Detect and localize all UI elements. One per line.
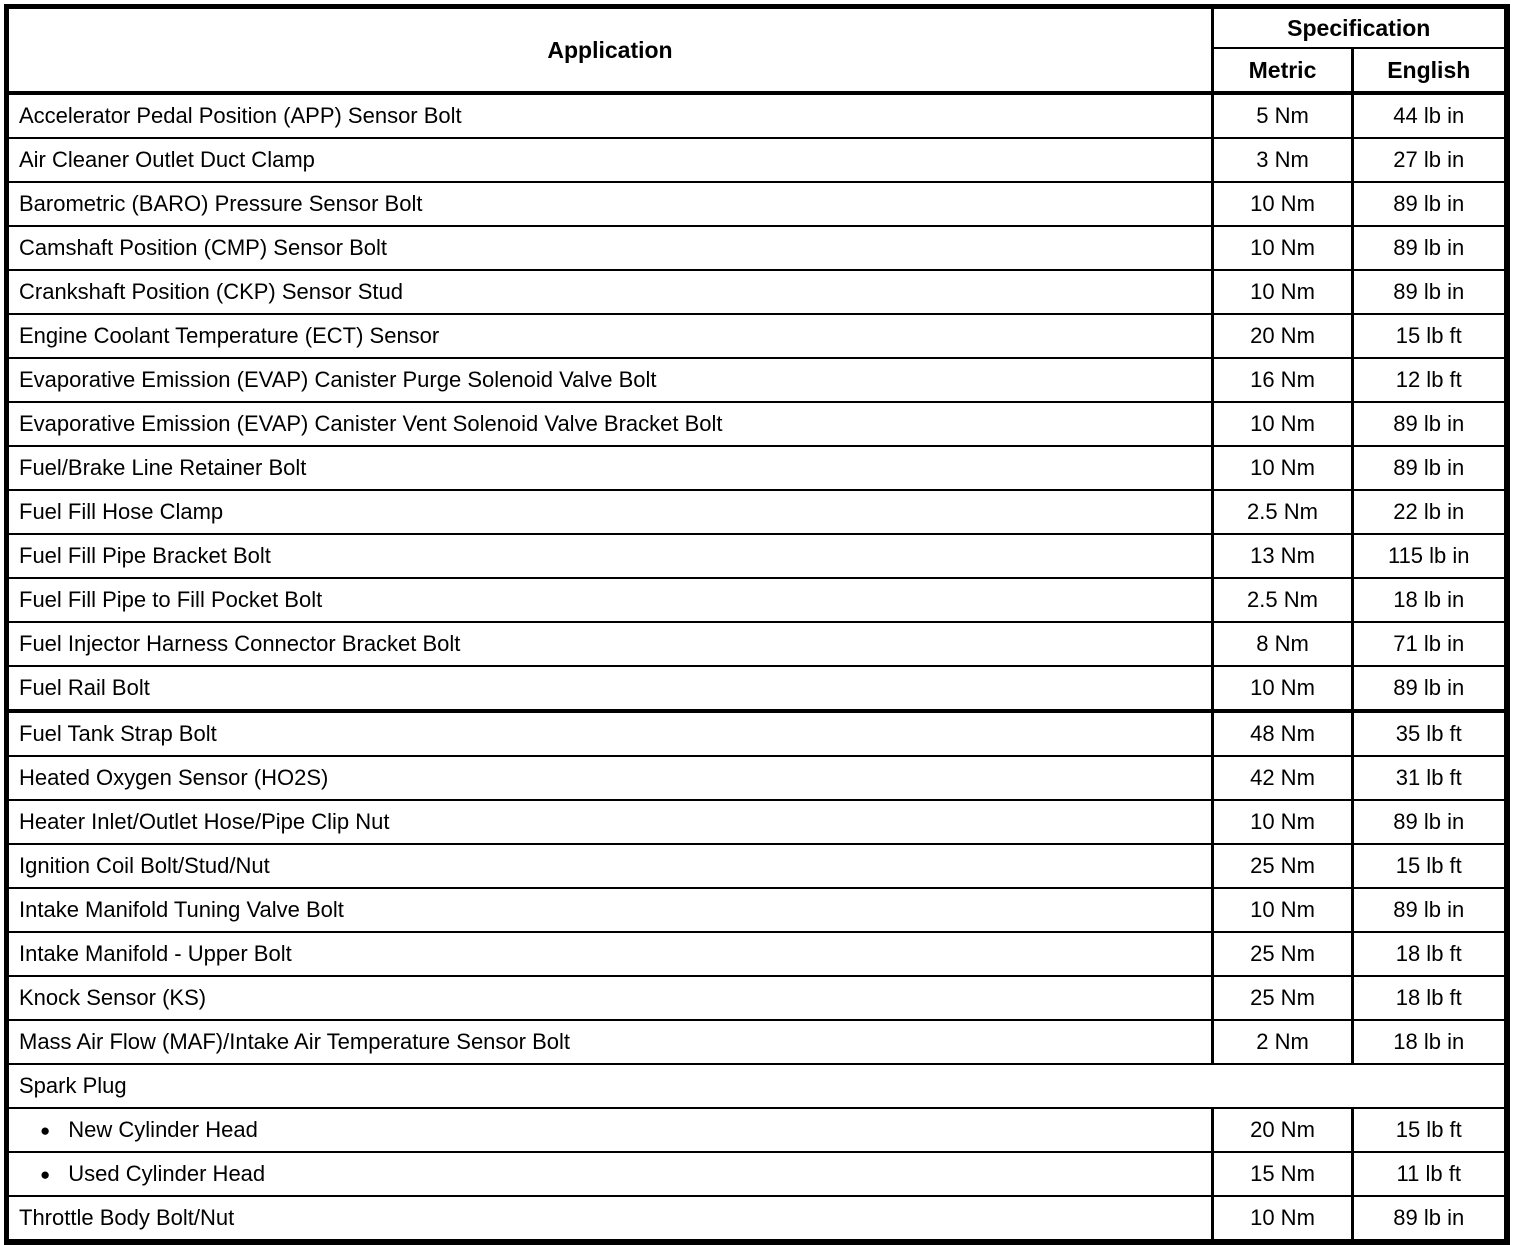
metric-value-cell: 48 Nm xyxy=(1213,711,1353,756)
english-value-cell: 44 lb in xyxy=(1353,93,1507,138)
table-row xyxy=(7,226,1507,270)
application-cell: Throttle Body Bolt/Nut xyxy=(7,1196,1213,1242)
section-row xyxy=(7,1064,1507,1108)
english-value-cell: 31 lb ft xyxy=(1353,756,1507,800)
metric-value-cell: 10 Nm xyxy=(1213,446,1353,490)
application-cell: Evaporative Emission (EVAP) Canister Vent Solenoid Valve Bracket Bolt xyxy=(7,402,1213,446)
table-row xyxy=(7,93,1507,138)
bullet-icon: ● xyxy=(40,1121,51,1140)
english-value-cell: 15 lb ft xyxy=(1353,844,1507,888)
application-cell: Fuel Tank Strap Bolt xyxy=(7,711,1213,756)
table-row xyxy=(7,756,1507,800)
table-row xyxy=(7,1196,1507,1242)
table-row xyxy=(7,844,1507,888)
english-value-cell: 11 lb ft xyxy=(1353,1152,1507,1196)
table-row xyxy=(7,888,1507,932)
metric-value-cell: 25 Nm xyxy=(1213,844,1353,888)
english-value-cell: 18 lb in xyxy=(1353,1020,1507,1064)
metric-value-cell: 2 Nm xyxy=(1213,1020,1353,1064)
metric-value-cell: 10 Nm xyxy=(1213,666,1353,711)
table-row xyxy=(7,138,1507,182)
section-label-cell: Spark Plug xyxy=(7,1064,1507,1108)
metric-value-cell: 10 Nm xyxy=(1213,800,1353,844)
table-header xyxy=(7,7,1507,94)
application-cell: Intake Manifold Tuning Valve Bolt xyxy=(7,888,1213,932)
metric-value-cell: 10 Nm xyxy=(1213,1196,1353,1242)
english-value-cell: 89 lb in xyxy=(1353,1196,1507,1242)
header-row-specification xyxy=(7,7,1507,49)
fastener-spec-table xyxy=(4,4,1510,1245)
metric-value-cell: 5 Nm xyxy=(1213,93,1353,138)
table-row xyxy=(7,490,1507,534)
metric-value-cell: 25 Nm xyxy=(1213,976,1353,1020)
english-value-cell: 12 lb ft xyxy=(1353,358,1507,402)
metric-value-cell: 20 Nm xyxy=(1213,314,1353,358)
application-cell: Engine Coolant Temperature (ECT) Sensor xyxy=(7,314,1213,358)
metric-value-cell: 10 Nm xyxy=(1213,888,1353,932)
application-cell xyxy=(7,1152,1213,1196)
english-value-cell: 18 lb in xyxy=(1353,578,1507,622)
metric-value-cell: 42 Nm xyxy=(1213,756,1353,800)
english-value-cell: 89 lb in xyxy=(1353,182,1507,226)
table-row xyxy=(7,1108,1507,1152)
application-cell: Fuel Fill Hose Clamp xyxy=(7,490,1213,534)
table-body xyxy=(7,93,1507,1242)
application-cell: Intake Manifold - Upper Bolt xyxy=(7,932,1213,976)
table-row xyxy=(7,1020,1507,1064)
english-value-cell: 18 lb ft xyxy=(1353,976,1507,1020)
english-value-cell: 15 lb ft xyxy=(1353,1108,1507,1152)
application-cell: Heater Inlet/Outlet Hose/Pipe Clip Nut xyxy=(7,800,1213,844)
table-row xyxy=(7,446,1507,490)
metric-value-cell: 15 Nm xyxy=(1213,1152,1353,1196)
english-value-cell: 115 lb in xyxy=(1353,534,1507,578)
english-value-cell: 89 lb in xyxy=(1353,446,1507,490)
metric-value-cell: 8 Nm xyxy=(1213,622,1353,666)
metric-value-cell: 10 Nm xyxy=(1213,182,1353,226)
application-cell xyxy=(7,1108,1213,1152)
english-value-cell: 89 lb in xyxy=(1353,888,1507,932)
application-cell: Camshaft Position (CMP) Sensor Bolt xyxy=(7,226,1213,270)
table-row xyxy=(7,534,1507,578)
application-cell: Mass Air Flow (MAF)/Intake Air Temperature Sensor Bolt xyxy=(7,1020,1213,1064)
application-cell: Fuel Fill Pipe Bracket Bolt xyxy=(7,534,1213,578)
english-value-cell: 22 lb in xyxy=(1353,490,1507,534)
table-row xyxy=(7,358,1507,402)
table-row xyxy=(7,402,1507,446)
table-row xyxy=(7,270,1507,314)
table-row xyxy=(7,800,1507,844)
metric-value-cell: 2.5 Nm xyxy=(1213,490,1353,534)
english-value-cell: 15 lb ft xyxy=(1353,314,1507,358)
english-value-cell: 71 lb in xyxy=(1353,622,1507,666)
english-value-cell: 18 lb ft xyxy=(1353,932,1507,976)
application-cell: Accelerator Pedal Position (APP) Sensor Bolt xyxy=(7,93,1213,138)
table-row xyxy=(7,1152,1507,1196)
metric-column-header: Metric xyxy=(1213,48,1353,93)
table-row xyxy=(7,711,1507,756)
metric-value-cell: 10 Nm xyxy=(1213,402,1353,446)
metric-value-cell: 10 Nm xyxy=(1213,270,1353,314)
table-row xyxy=(7,622,1507,666)
application-label: New Cylinder Head xyxy=(68,1117,258,1142)
metric-value-cell: 3 Nm xyxy=(1213,138,1353,182)
table-row xyxy=(7,976,1507,1020)
application-label: Used Cylinder Head xyxy=(68,1161,266,1186)
metric-value-cell: 13 Nm xyxy=(1213,534,1353,578)
application-cell: Heated Oxygen Sensor (HO2S) xyxy=(7,756,1213,800)
english-value-cell: 89 lb in xyxy=(1353,226,1507,270)
application-cell: Fuel/Brake Line Retainer Bolt xyxy=(7,446,1213,490)
bullet-icon: ● xyxy=(40,1165,51,1184)
application-cell: Crankshaft Position (CKP) Sensor Stud xyxy=(7,270,1213,314)
metric-value-cell: 10 Nm xyxy=(1213,226,1353,270)
application-cell: Ignition Coil Bolt/Stud/Nut xyxy=(7,844,1213,888)
metric-value-cell: 25 Nm xyxy=(1213,932,1353,976)
table-row xyxy=(7,314,1507,358)
application-cell: Fuel Fill Pipe to Fill Pocket Bolt xyxy=(7,578,1213,622)
english-value-cell: 89 lb in xyxy=(1353,270,1507,314)
metric-value-cell: 16 Nm xyxy=(1213,358,1353,402)
table-row xyxy=(7,666,1507,711)
table-row xyxy=(7,578,1507,622)
application-cell: Fuel Rail Bolt xyxy=(7,666,1213,711)
english-value-cell: 89 lb in xyxy=(1353,666,1507,711)
english-column-header: English xyxy=(1353,48,1507,93)
table-row xyxy=(7,182,1507,226)
english-value-cell: 89 lb in xyxy=(1353,402,1507,446)
specification-column-header: Specification xyxy=(1213,7,1507,49)
table-row xyxy=(7,932,1507,976)
application-column-header: Application xyxy=(7,7,1213,94)
application-cell: Barometric (BARO) Pressure Sensor Bolt xyxy=(7,182,1213,226)
english-value-cell: 35 lb ft xyxy=(1353,711,1507,756)
application-cell: Knock Sensor (KS) xyxy=(7,976,1213,1020)
application-cell: Fuel Injector Harness Connector Bracket Bolt xyxy=(7,622,1213,666)
metric-value-cell: 20 Nm xyxy=(1213,1108,1353,1152)
application-cell: Evaporative Emission (EVAP) Canister Purge Solenoid Valve Bolt xyxy=(7,358,1213,402)
metric-value-cell: 2.5 Nm xyxy=(1213,578,1353,622)
english-value-cell: 27 lb in xyxy=(1353,138,1507,182)
application-cell: Air Cleaner Outlet Duct Clamp xyxy=(7,138,1213,182)
english-value-cell: 89 lb in xyxy=(1353,800,1507,844)
